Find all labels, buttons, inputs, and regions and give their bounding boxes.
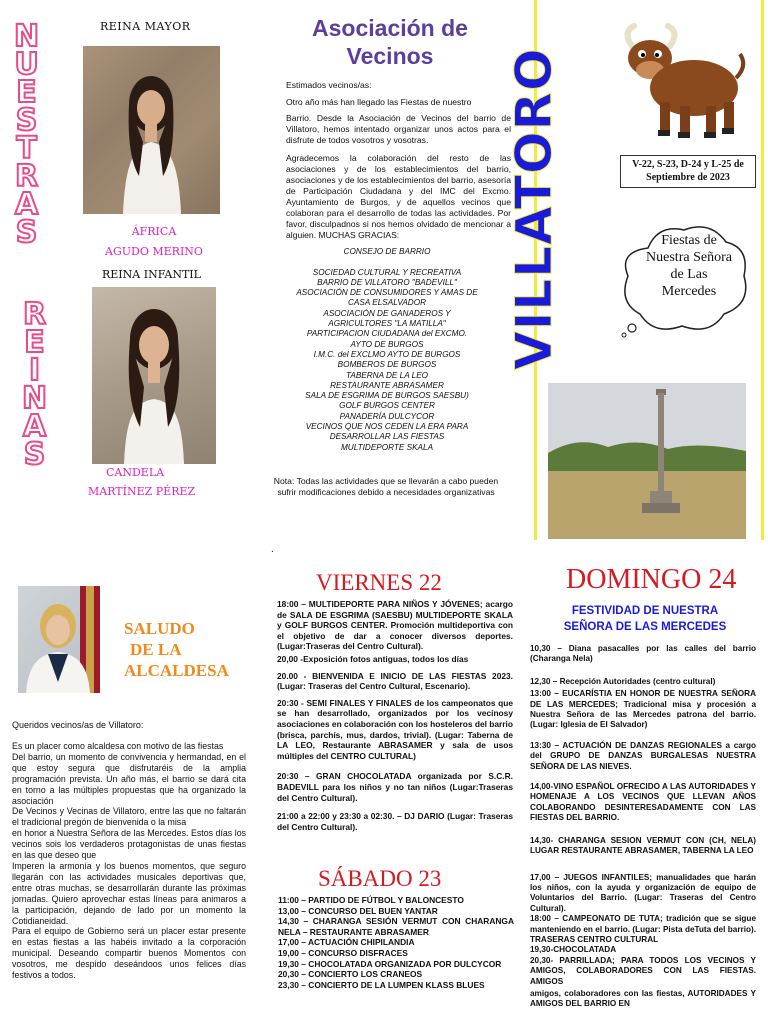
vertical-letter: I (28, 353, 41, 388)
collaborator-item: TABERNA DE LA LEO (345, 370, 429, 380)
event-item: amigos, colaboradores con las fiestas, AUTORIDADES Y AMIGOS DEL BARRIO EN (530, 988, 756, 1009)
association-title-line-1: Asociación de (312, 15, 468, 41)
event-item: 14,00-VINO ESPAÑOL OFRECIDO A LAS AUTORIDADES Y HOMENAJE A LOS VECINOS QUE LLEVAN AÑOS COLABORANDO DESINTERESADAMENTE CON LAS FIESTAS DEL BARRIO. (530, 782, 756, 823)
vertical-letter: S (23, 437, 46, 472)
vertical-title-reinas (22, 297, 48, 472)
association-title-line-2: Vecinos (346, 43, 434, 69)
collaborator-item: I.M.C. del EXCLMO AYTO DE BURGOS (313, 349, 461, 359)
collaborator-item: GOLF BURGOS CENTER (339, 401, 435, 411)
collaborator-item: BOMBEROS DE BURGOS (337, 360, 437, 370)
collaborator-item (282, 257, 492, 267)
reina-mayor-name (84, 222, 224, 262)
stray-dot: . (271, 544, 274, 555)
collaborator-item: ASOCIACIÓN DE GANADEROS Y (323, 308, 451, 318)
mayor-greeting-title (112, 618, 242, 681)
collaborator-item: DESARROLLAR LAS FIESTAS (329, 432, 445, 442)
collaborator-item: SALA DE ESGRIMA DE BURGOS SAESBU) (305, 391, 469, 401)
vertical-letter: S (15, 103, 38, 138)
vertical-letter: R (15, 159, 39, 194)
reina-infantil-first-name: CANDELA (106, 466, 165, 479)
association-p2: Barrio. Desde la Asociación de Vecinos del barrio de Villatoro, hemos intentado organizar unos actos para el disfrute de todos vosotros y vosotras. (286, 113, 511, 145)
event-item: 18:00 – CAMPEONATO DE TUTA; tradición que se sigue manteniendo en el barrio. (Lugar: Pista deTuta del barrio). TRASERAS CENTRO CULTURAL (530, 914, 756, 944)
vertical-letter: R (23, 297, 47, 332)
vertical-letter: S (15, 215, 38, 250)
mayor-letter-body: Es un placer como alcaldesa con motivo de las fiestas Del barrio, un momento de convivencia y hermandad, en el que estoy segura que disfrutaréis de la amplia programación prevista. Un año más, el barrio se dará cita en torno a las múltiples propuestas que ha organizado la asociación De Vecinos y Vecinas de Villatoro, entre las que no faltarán el tradicional pregón de bienvenida o la misa en honor a Nuestra Señora de las Mercedes. Estos días los vecinos sois los verdaderos protagonistas de unas fiestas en las que deseo que Imperen la armonía y los buenos momentos, que seguro llegarán con las actividades musicales deportivas que, entre otras muchas, se desarrollarán durante las próximas jornadas. Quiero aprovechar estas líneas para animaros a la participación, dejando de lado por un momento la Cotidianeidad. Para el equipo de Gobierno será un placer estar presente en estas fiestas a las habéis invitado a la corporación municipal. Deseando compartir buenos Momentos con vosotros, me despido deseándoos unos felices días festivos a todos. (12, 741, 246, 981)
collaborators-list (282, 247, 492, 453)
association-note: Nota: Todas las actividades que se llevarán a cabo pueden sufrir modificaciones debido a necesidades organizativas (273, 476, 499, 497)
vertical-letter: U (14, 47, 39, 82)
collaborator-item: BARRIO DE VILLATORO "BADEVILL" (317, 277, 457, 287)
event-item: 23,30 – CONCIERTO DE LA LUMPEN KLASS BLUES (278, 979, 485, 990)
event-item: 19,30 – CHOCOLATADA ORGANIZADA POR DULCYCOR (278, 958, 502, 969)
event-item: 13,00 – CONCURSO DEL BUEN YANTAR (278, 905, 438, 916)
reina-infantil-photo (92, 287, 216, 464)
domingo-heading: DOMINGO 24 (566, 564, 737, 595)
domingo-subtitle-line-1: FESTIVIDAD DE NUESTRA (571, 605, 719, 617)
event-item: 19,00 – CONCURSO DISFRACES (278, 947, 408, 958)
event-item: 20,30- PARRILLADA; PARA TODOS LOS VECINOS Y AMIGOS, COLABORADORES CON LAS FIESTAS. AMIGOS (530, 955, 756, 986)
collaborator-item: AGRICULTORES "LA MATILLA" (328, 319, 446, 329)
reina-mayor-first-name: ÁFRICA (131, 225, 177, 238)
viernes-heading: VIERNES 22 (316, 570, 442, 595)
event-item: 19,30-CHOCOLATADA (530, 945, 617, 955)
event-item: 20:30 – GRAN CHOCOLATADA organizada por S.C.R. BADEVILL para los niños y no tan niños (Lugar:Traseras del Centro Cultural). (277, 771, 513, 803)
collaborator-item: PANADERÍA DULCYCOR (339, 411, 435, 421)
reina-mayor-label: REINA MAYOR (100, 20, 191, 33)
vertical-title-nuestras (14, 19, 40, 250)
mayor-title-line-2: DE LA (130, 640, 182, 659)
mayor-letter-greeting: Queridos vecinos/as de Villatoro: (12, 720, 144, 730)
villatoro-title-text: VILLATORO (505, 47, 563, 370)
collaborator-item: VECINOS QUE NOS CEDEN LA ERA PARA (305, 422, 469, 432)
mayor-title-line-3: ALCALDESA (124, 661, 229, 680)
event-item: 20.00 - BIENVENIDA E INICIO DE LAS FIESTAS 2023. (Lugar: Traseras del Centro Cultural, Escenario). (277, 670, 513, 692)
viernes-events (277, 599, 513, 832)
vertical-letter: N (22, 381, 48, 416)
sabado-heading: SÁBADO 23 (318, 866, 442, 891)
collaborator-item: SOCIEDAD CULTURAL Y RECREATIVA (312, 267, 462, 277)
collaborator-item: ASOCIACIÓN DE CONSUMIDORES Y AMAS DE (296, 288, 478, 298)
event-item: 17,00 – ACTUACIÓN CHIPILANDIA (278, 937, 415, 948)
collaborator-item: PARTICIPACION CIUDADANA del EXCMO. (306, 329, 468, 339)
event-item: 13:30 – ACTUACIÓN DE DANZAS REGIONALES a cargo del GRUPO DE DANZAS BURGALESAS NUESTRA SEÑORA DE LAS NIEVES. (530, 740, 756, 771)
event-item: 20:30 - SEMI FINALES Y FINALES de los campeonatos que se han desarrollado, organizados por los vecinosy asociaciones en colaboración con los hosteleros del barrio (brisca, parchís, mus, dardos, trivial). (Lugar: Taberna de LA LEO, Restaurante ABRASAMER y sala de usos múltiples del CENTRO CULTURAL) (277, 697, 513, 761)
reina-infantil-surname: MARTÍNEZ PÉREZ (88, 485, 196, 498)
collaborator-item: RESTAURANTE ABRASAMER (330, 380, 444, 390)
vertical-letter: T (16, 131, 37, 166)
collaborator-item: MULTIDEPORTE SKALA (340, 442, 434, 452)
event-item: 13:00 – EUCARÍSTIA EN HONOR DE NUESTRA SEÑORA DE LAS MERCEDES; Tradicional misa y procesión a Nuestra Señora de las Mercedes patrona del barrio. (Lugar: Iglesia de El Salvador) (530, 689, 756, 730)
vertical-letter: A (22, 409, 47, 444)
bubble-text: Fiestas de Nuestra Señora de Las Mercedes (646, 233, 732, 299)
vertical-letter: E (16, 75, 37, 110)
collaborator-item: CONSEJO DE BARRIO (343, 247, 431, 256)
reina-infantil-label: REINA INFANTIL (102, 268, 201, 281)
event-item: 11:00 – PARTIDO DE FÚTBOL Y BALONCESTO (278, 895, 464, 905)
domingo-events (530, 644, 756, 1010)
vertical-letter: E (24, 325, 45, 360)
association-title (290, 14, 490, 70)
event-item: 20,00 -Exposición fotos antiguas, todos los días (277, 653, 469, 664)
vertical-letter: N (14, 19, 40, 54)
event-item: 12,30 – Recepción Autoridades (centro cultural) (530, 676, 716, 686)
bull-illustration (612, 16, 750, 140)
festival-dates: V-22, S-23, D-24 y L-25 de Septiembre de 2023 (620, 155, 756, 188)
association-p3: Agradecemos la colaboración del resto de las asociaciones y de los establecimientos del barrio, asociaciones y de los establecimientos del barrio, asesoría de Participación Ciudadana y del IMC del Excmo. Ayuntamiento de Burgos, y de aquellos vecinos que colaboran para el desarrollo de todas las actividades. Por favor, disculpadnos si nos hemos olvidado de mencionar a alguien. MUCHAS GRACIAS: (286, 153, 511, 240)
event-item: 17,00 – JUEGOS INFANTILES; manualidades que harán los niños, con la ayuda y organización de equipo de Voluntarios del Barrio. (Lugar: Traseras del Centro Cultural). (530, 872, 756, 913)
event-item: 14,30- CHARANGA SESION VERMUT CON (CH, NELA) LUGAR RESTAURANTE ABRASAMER, TABERNA LA LEO (530, 835, 756, 856)
reina-mayor-surname: AGUDO MERINO (105, 245, 203, 258)
domingo-subtitle-line-2: SEÑORA DE LAS MERCEDES (563, 621, 727, 633)
event-item: 20,30 – CONCIERTO LOS CRANEOS (278, 969, 423, 980)
event-item: 14,30 – CHARANGA SESIÓN VERMUT CON CHARANGA NELA – RESTAURANTE ABRASAMER (278, 916, 514, 937)
mayor-photo (18, 586, 100, 693)
sabado-events (278, 895, 514, 990)
collaborator-item: CASA ELSALVADOR (348, 298, 426, 308)
event-item: 21:00 a 22:00 y 23:30 a 02:30. – DJ DARIO (Lugar: Traseras del Centro Cultural). (277, 811, 513, 832)
association-p1: Otro año más han llegado las Fiestas de nuestro (286, 97, 472, 107)
vertical-letter: A (14, 187, 39, 222)
reina-infantil-name (78, 463, 218, 501)
reina-mayor-photo (83, 46, 220, 214)
mayor-title-line-1: SALUDO (124, 619, 195, 638)
association-greeting: Estimados vecinos/as: (286, 80, 372, 90)
event-item: 18:00 – MULTIDEPORTE PARA NIÑOS Y JÓVENES; acargo de SALA DE ESGRIMA (SAESBU) MULTIDEPORTE SKALA y GOLF BURGOS CENTER. Promoción multideportiva con el objetivo de dar a conocer diversos deportes. (Lugar:Traseras del Centro Cultural). (277, 599, 513, 652)
stone-cross-photo (548, 383, 746, 539)
collaborator-item: AYTO DE BURGOS (350, 339, 424, 349)
domingo-subtitle (530, 603, 760, 635)
event-item: 10,30 – Diana pasacalles por las calles del barrio (Charanga Nela) (530, 644, 756, 664)
